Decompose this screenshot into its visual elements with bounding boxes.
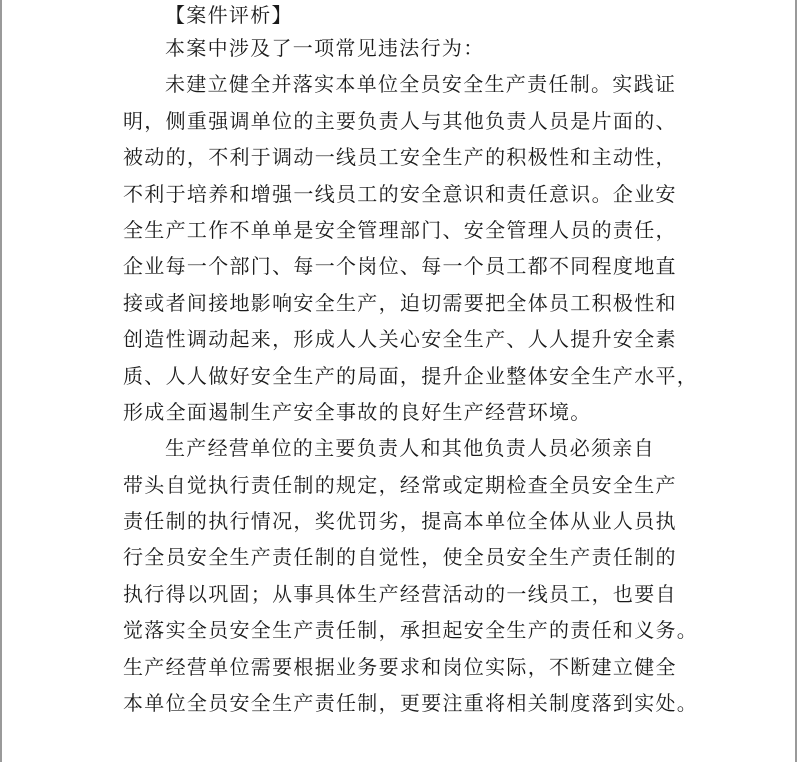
document-body [123, 0, 698, 721]
paragraph-1 [123, 66, 698, 430]
paragraph-2-line: 责任制的执行情况，奖优罚劣，提高本单位全体从业人员执 [123, 509, 677, 534]
page-left-border [0, 0, 2, 762]
paragraph-2-line: 行全员安全生产责任制的自觉性，使全员安全生产责任制的 [123, 545, 677, 570]
paragraph-1-line: 未建立健全并落实本单位全员安全生产责任制。实践证 [165, 72, 677, 97]
section-heading: 【案件评析】 [165, 3, 293, 27]
paragraph-1-line: 被动的，不利于调动一线员工安全生产的积极性和主动性， [123, 145, 677, 170]
paragraph-2-line: 带头自觉执行责任制的规定，经常或定期检查全员安全生产 [123, 472, 677, 497]
paragraph-1-line: 形成全面遏制生产安全事故的良好生产经营环境。 [123, 399, 592, 424]
paragraph-1-line: 明，侧重强调单位的主要负责人与其他负责人员是片面的、 [123, 108, 677, 133]
paragraph-2-line: 生产经营单位的主要负责人和其他负责人员必须亲自 [165, 436, 655, 461]
paragraph-1-line: 创造性调动起来，形成人人关心安全生产、人人提升安全素 [123, 327, 677, 352]
paragraph-2-line: 本单位全员安全生产责任制，更要注重将相关制度落到实处。 [123, 691, 699, 716]
paragraph-2 [123, 430, 698, 721]
paragraph-1-line: 质、人人做好安全生产的局面，提升企业整体安全生产水平， [123, 363, 699, 388]
paragraph-2-line: 生产经营单位需要根据业务要求和岗位实际，不断建立健全 [123, 654, 677, 679]
paragraph-2-line: 觉落实全员安全生产责任制，承担起安全生产的责任和义务。 [123, 618, 699, 643]
paragraph-1-line: 接或者间接地影响安全生产，迫切需要把全体员工积极性和 [123, 290, 677, 315]
paragraph-1-line: 企业每一个部门、每一个岗位、每一个员工都不同程度地直 [123, 254, 677, 279]
paragraph-1-line: 不利于培养和增强一线员工的安全意识和责任意识。企业安 [123, 181, 677, 206]
paragraph-2-line: 执行得以巩固；从事具体生产经营活动的一线员工，也要自 [123, 581, 677, 606]
intro-line: 本案中涉及了一项常见违法行为： [165, 36, 485, 60]
paragraph-1-line: 全生产工作不单单是安全管理部门、安全管理人员的责任， [123, 217, 677, 242]
